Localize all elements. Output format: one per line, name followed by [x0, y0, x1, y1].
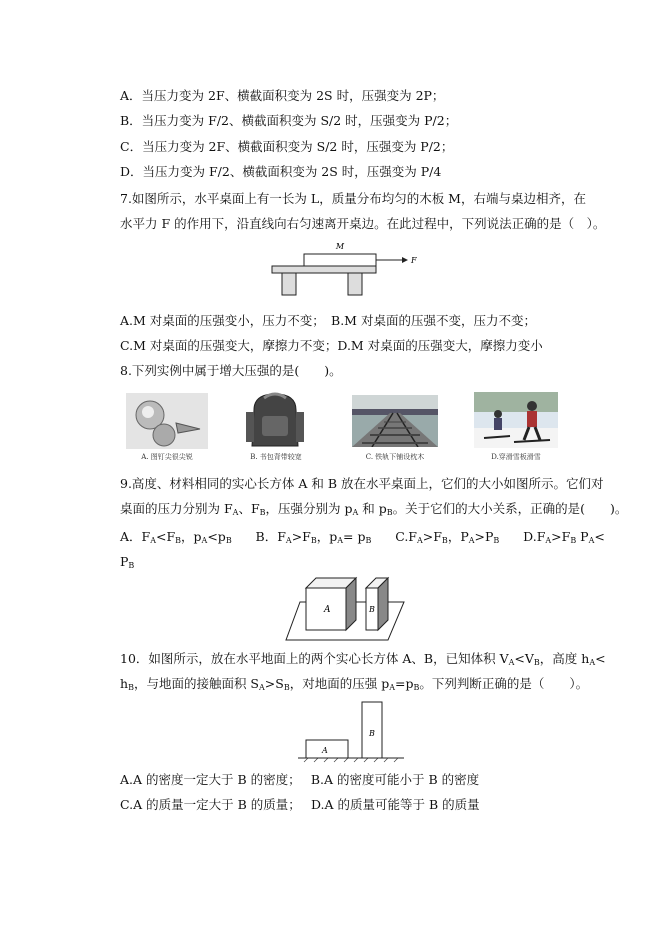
q9-blocks-figure — [284, 574, 406, 644]
q7-options-line1: A.M 对桌面的压强变小，压力不变； B.M 对桌面的压强不变，压力不变； — [120, 313, 536, 328]
caption-b: B. 书包背带较宽 — [250, 453, 302, 461]
label-a: A — [322, 746, 328, 755]
label-b: B — [369, 605, 375, 614]
q9-option-d: $D.F_A>F_B$ $P_A<$ — [523, 529, 605, 545]
caption-c: C. 铁轨下铺设枕木 — [365, 453, 425, 461]
q9-option-d-continued: $P_B$ — [120, 554, 135, 570]
q10-options-line1: A.A 的密度一定大于 B 的密度； B.A 的密度可能小于 B 的密度 — [120, 772, 480, 787]
photo-skiing — [474, 392, 558, 448]
q6-option-b: B．当压力变为 F/2、横截面积变为 S/2 时，压强变为 P/2； — [120, 113, 458, 128]
table-leg-right — [348, 273, 362, 295]
q10-options-line2: C.A 的质量一定大于 B 的质量； D.A 的质量可能等于 B 的质量 — [120, 797, 480, 812]
label-m: M — [335, 242, 345, 251]
q9-stem-line1: 9.高度、材料相同的实心长方体 A 和 B 放在水平桌面上，它们的大小如图所示。它们对 — [120, 476, 604, 491]
q10-stem-line2: $h_B$，与地面的接触面积 $S_A>S_B$，对地面的压强 $p_A=p_B$。下列判断正确的是（ ）。 — [120, 676, 589, 692]
q10-blocks-figure — [296, 698, 406, 764]
table-top — [272, 266, 376, 273]
q7-stem-line2: 水平力 F 的作用下，沿直线向右匀速离开桌边。在此过程中，下列说法正确的是（ ）。 — [120, 216, 606, 231]
arrow-head — [402, 257, 408, 263]
q10-stem-line1: 10．如图所示，放在水平地面上的两个实心长方体 A、B，已知体积 $V_A<V_B$，高度 $h_A<$ — [120, 651, 606, 667]
photo-thumbtack — [126, 393, 208, 449]
q9-option-b: B．$F_A>F_B$，$p_A= p_B$ — [255, 529, 372, 545]
q6-option-a: A．当压力变为 2F、横截面积变为 2S 时，压强变为 2P； — [120, 88, 445, 103]
label-b: B — [369, 729, 375, 738]
q9-option-a: A．$F_A<F_B$，$p_A<p_B$ — [120, 529, 232, 545]
q7-board-figure — [268, 240, 418, 298]
q9-options — [120, 529, 605, 549]
caption-d: D.穿滑雪板滑雪 — [491, 453, 541, 461]
q7-options-line2: C.M 对桌面的压强变大，摩擦力不变；D.M 对桌面的压强变大，摩擦力变小 — [120, 338, 543, 353]
q8-stem: 8.下列实例中属于增大压强的是( )。 — [120, 363, 342, 378]
board-m — [304, 254, 376, 266]
photo-backpack — [242, 390, 308, 450]
caption-a: A. 图钉尖很尖锐 — [141, 453, 193, 461]
q9-option-c: $C.F_A>F_B$，$P_A>P_B$ — [395, 529, 500, 545]
label-f: F — [411, 256, 417, 265]
q6-option-d: D．当压力变为 F/2、横截面积变为 2S 时，压强变为 P/4 — [120, 164, 442, 179]
ground-hatch — [304, 758, 398, 762]
label-a: A — [324, 605, 331, 615]
table-leg-left — [282, 273, 296, 295]
q6-option-c: C．当压力变为 2F、横截面积变为 S/2 时，压强变为 P/2； — [120, 139, 454, 154]
q7-stem-line1: 7.如图所示，水平桌面上有一长为 L，质量分布均匀的木板 M，右端与桌边相齐，在 — [120, 191, 586, 206]
block-b-side — [378, 578, 388, 630]
q9-stem-line2: 桌面的压力分别为 $F_A$、$F_B$，压强分别为 $p_A$ 和 $p_B$。关于它们的大小关系，正确的是( )。 — [120, 501, 628, 517]
block-a-side — [346, 578, 356, 630]
photo-railway — [352, 395, 438, 447]
